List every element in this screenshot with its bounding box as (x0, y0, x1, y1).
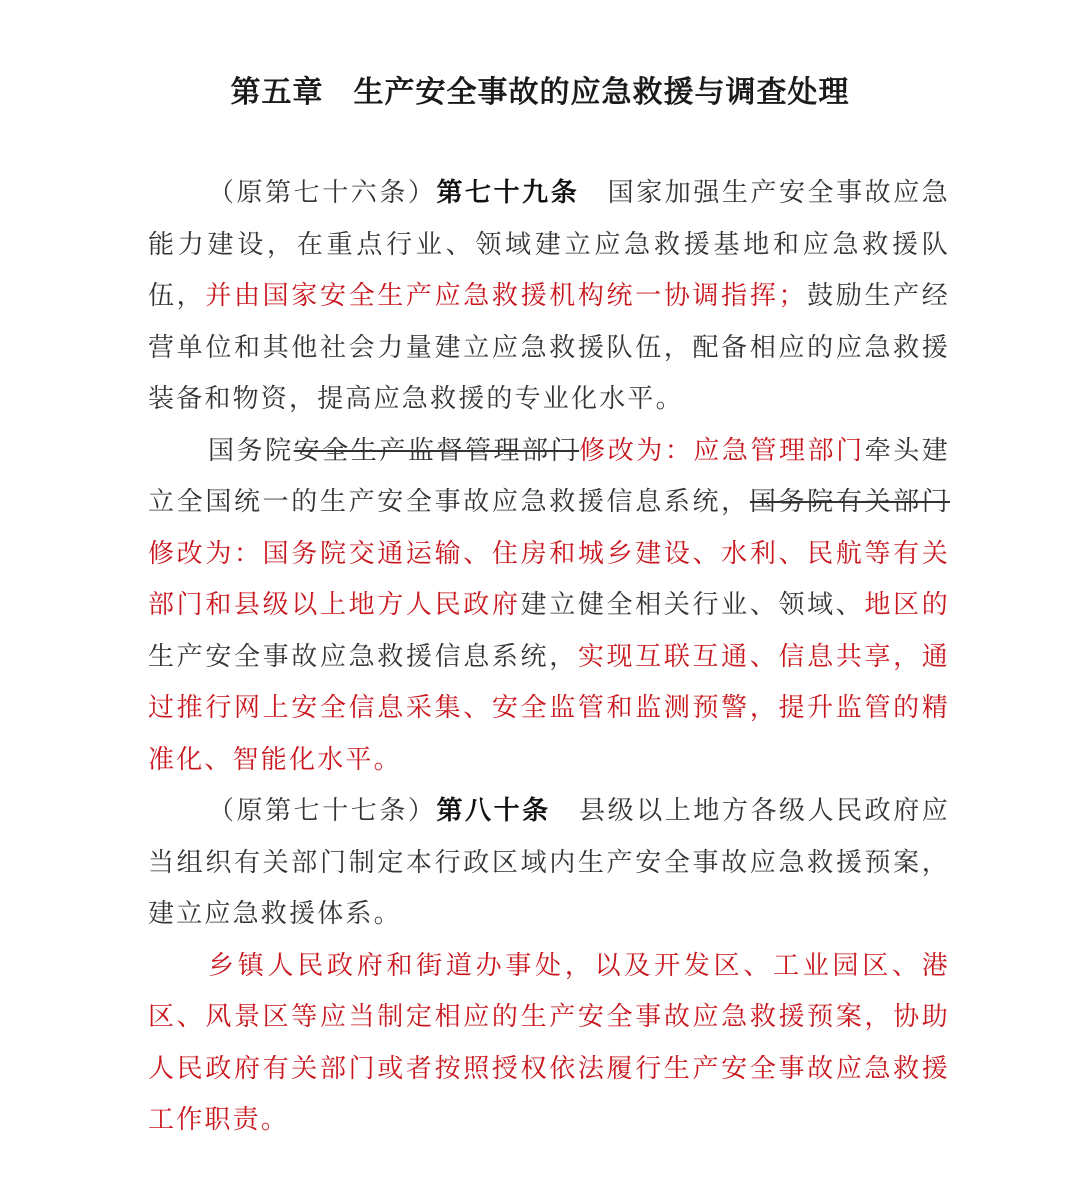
article-79p2-amendment-2: 修改为：国务院交通运输、住房和城乡建设、水利、民航等有关部门和县级以上地方人民政府 (148, 538, 950, 620)
article-79p2-text-1: 国务院 (208, 435, 294, 466)
article-79-text-2: 鼓励生产经营单位和其他社会力量建立应急救援队伍，配备相应的应急救援装备和物资，提高应急救援的专业化水平。 (148, 281, 950, 414)
article-79p2-deleted-2: 国务院有关部门 (749, 487, 950, 517)
article-79-number: 第七十九条 (436, 178, 580, 208)
article-79p2-text-3: 建立健全相关行业、领域、 (520, 590, 865, 620)
article-80p2-amendment: 乡镇人民政府和街道办事处，以及开发区、工业园区、港区、风景区等应当制定相应的生产安全事故应急救援预案，协助人民政府有关部门或者按照授权依法履行生产安全事故应急救援工作职责。 (148, 950, 950, 1135)
article-79p2-amendment-4: 实现互联互通、信息共享，通过推行网上安全信息采集、安全监管和监测预警，提升监管的精准化、智能化水平。 (148, 641, 950, 775)
chapter-title (0, 68, 1080, 118)
article-79p2-amendment-3: 地区的 (864, 590, 950, 620)
chapter-name: 生产安全事故的应急救援与调查处理 (353, 75, 850, 110)
article-80-paragraph (148, 786, 950, 941)
article-79p2-text-4: 生产安全事故应急救援信息系统， (148, 641, 578, 672)
article-79-amendment: 并由国家安全生产应急救援机构统一协调指挥； (205, 281, 807, 311)
article-79-text-1: 国家加强生产安全事故应急能力建设，在重点行业、领域建立应急救援基地和应急救援队伍， (148, 178, 950, 311)
article-80-number: 第八十条 (436, 796, 551, 826)
article-80-original-number: （原第七十七条） (208, 796, 437, 826)
chapter-number: 第五章 (230, 75, 324, 110)
article-79-original-number: （原第七十六条） (208, 178, 437, 208)
article-79-paragraph (148, 168, 950, 426)
article-80-second-paragraph (148, 941, 950, 1147)
article-79p2-text-2: 牵头建立全国统一的生产安全事故应急救援信息系统， (148, 435, 950, 517)
article-80-text-1: 县级以上地方各级人民政府应当组织有关部门制定本行政区域内生产安全事故应急救援预案，建立应急救援体系。 (148, 796, 950, 929)
article-79p2-deleted-1: 安全生产监督管理部门 (293, 435, 580, 466)
document-body (148, 168, 950, 1147)
article-79-second-paragraph (148, 426, 950, 787)
article-79p2-amendment-1: 修改为：应急管理部门 (579, 435, 865, 466)
